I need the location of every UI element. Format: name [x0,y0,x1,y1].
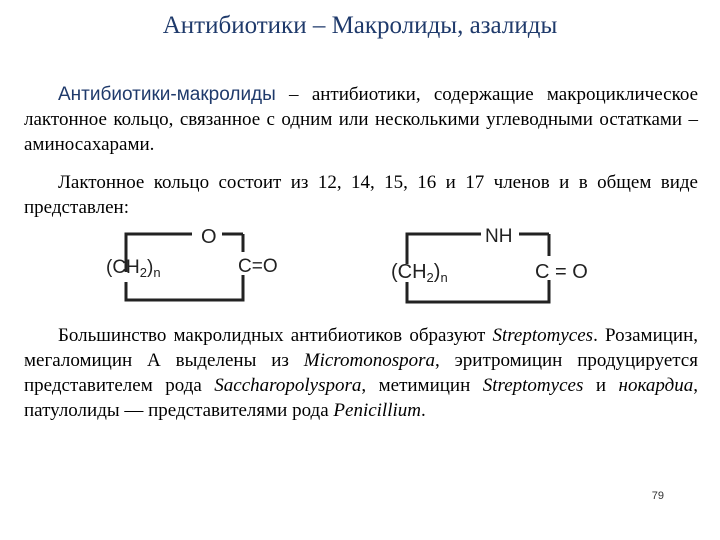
definition-text: – антибиотики, содержащие макроциклическое лактонное кольцо, связанное с одним или несколькими углеводными остатками – аминосахарами. [24,84,698,155]
methylene-chain: $(CH_2)_n$ [391,261,448,285]
producers-text: , эритромицин продуцируется представителем рода [24,350,698,396]
producers-text: , метимицин [361,375,483,396]
lactone-formula [100,220,300,312]
genus-name: Streptomyces [482,375,584,396]
genus-name: Penicillium [333,400,421,421]
lactone-ring-diagram [100,220,300,312]
genus-name: Streptomyces [492,325,594,346]
azalide-ring-diagram [385,220,605,312]
producers-text: . Розамицин, мегаломицин А выделены из [24,325,698,371]
methylene-chain: $(CH_2)_n$ [106,257,161,280]
nh-group: NH [485,226,513,247]
producers-text: , патулолиды — представителями рода [24,375,698,421]
slide-title: Антибиотики – Макролиды, азалиды [162,12,558,39]
genus-name: Saccharopolyspora [214,375,362,396]
paragraph-producers [24,323,698,423]
page-number: 79 [651,490,664,502]
producers-text: . [421,400,426,421]
ring-bond-top-left [407,234,481,264]
genus-name: нокардиа [618,375,694,396]
carbonyl-group: C=O [238,256,278,277]
oxygen-atom: O [201,226,217,248]
paragraph-lactone-ring: Лактонное кольцо состоит из 12, 14, 15, 16 и 17 членов и в общем виде представлен: [24,172,698,218]
carbonyl-group: C = O [535,261,588,283]
producers-text: Большинство макролидных антибиотиков образуют [58,325,493,346]
lactam-formula [385,220,605,312]
macrolide-term: Антибиотики-макролиды [58,84,276,105]
genus-name: Micromonospora [303,350,436,371]
paragraph-definition [24,82,698,157]
producers-text: и [583,375,619,396]
